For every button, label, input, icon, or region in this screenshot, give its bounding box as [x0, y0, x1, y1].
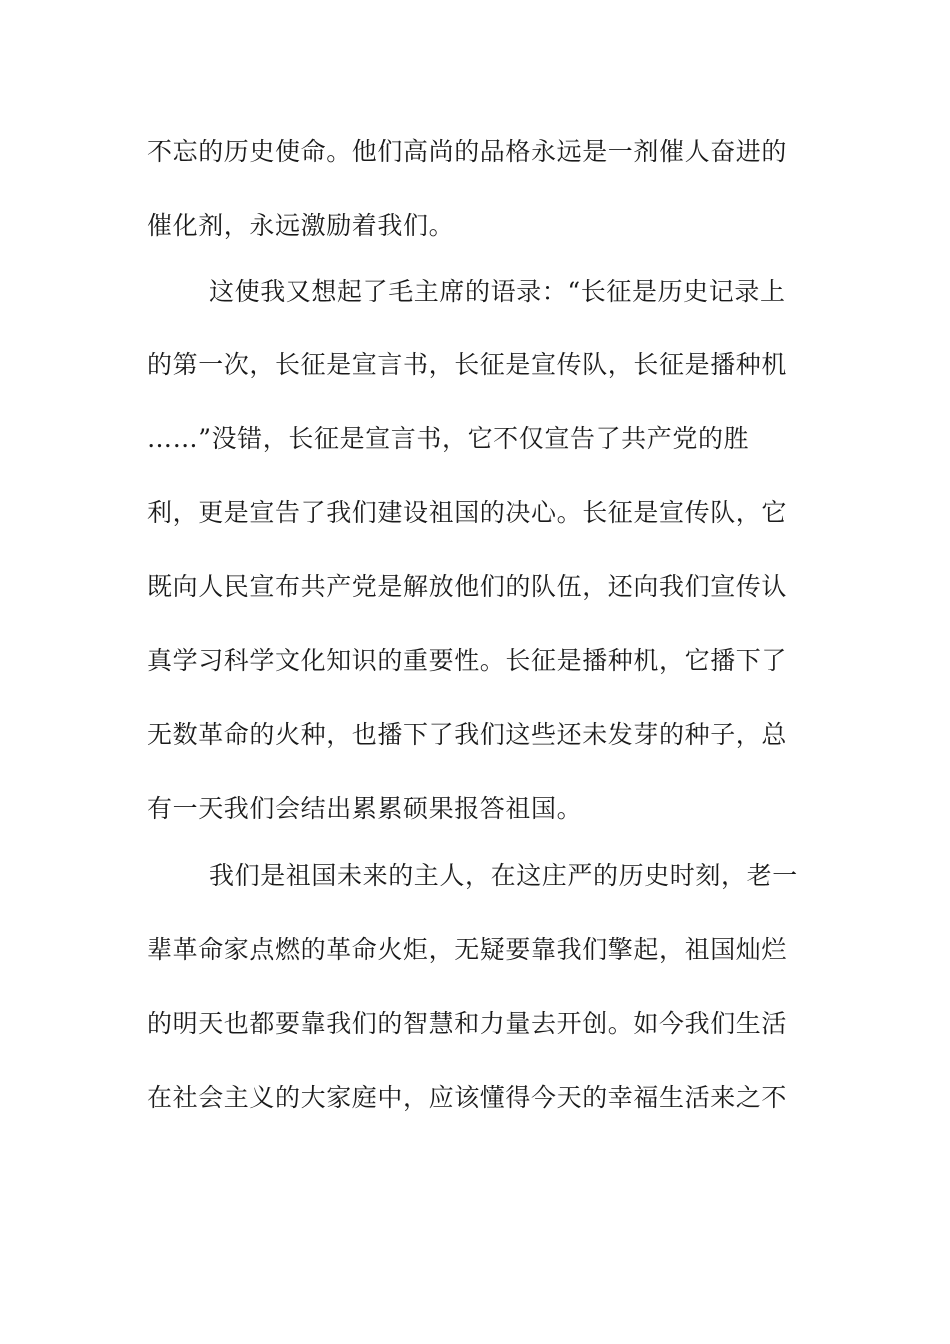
- text-line: 辈革命家点燃的革命火炬，无疑要靠我们擎起，祖国灿烂: [147, 935, 788, 964]
- text-line: ……”没错，长征是宣言书，它不仅宣告了共产党的胜: [147, 424, 750, 453]
- paragraph-start-line: 这使我又想起了毛主席的语录：“长征是历史记录上: [209, 277, 786, 306]
- text-line: 的第一次，长征是宣言书，长征是宣传队，长征是播种机: [147, 350, 788, 379]
- text-line: 在社会主义的大家庭中，应该懂得今天的幸福生活来之不: [147, 1083, 788, 1112]
- text-line: 无数革命的火种，也播下了我们这些还未发芽的种子，总: [147, 720, 788, 749]
- paragraph-start-line: 我们是祖国未来的主人，在这庄严的历史时刻，老一: [209, 861, 798, 890]
- text-line: 利，更是宣告了我们建设祖国的决心。长征是宣传队，它: [147, 498, 788, 527]
- text-line: 的明天也都要靠我们的智慧和力量去开创。如今我们生活: [147, 1009, 788, 1038]
- text-line: 有一天我们会结出累累硕果报答祖国。: [147, 794, 583, 823]
- text-line: 催化剂，永远激励着我们。: [147, 211, 455, 240]
- text-line: 既向人民宣布共产党是解放他们的队伍，还向我们宣传认: [147, 572, 788, 601]
- text-line: 不忘的历史使命。他们高尚的品格永远是一剂催人奋进的: [147, 137, 788, 166]
- text-line: 真学习科学文化知识的重要性。长征是播种机，它播下了: [147, 646, 788, 675]
